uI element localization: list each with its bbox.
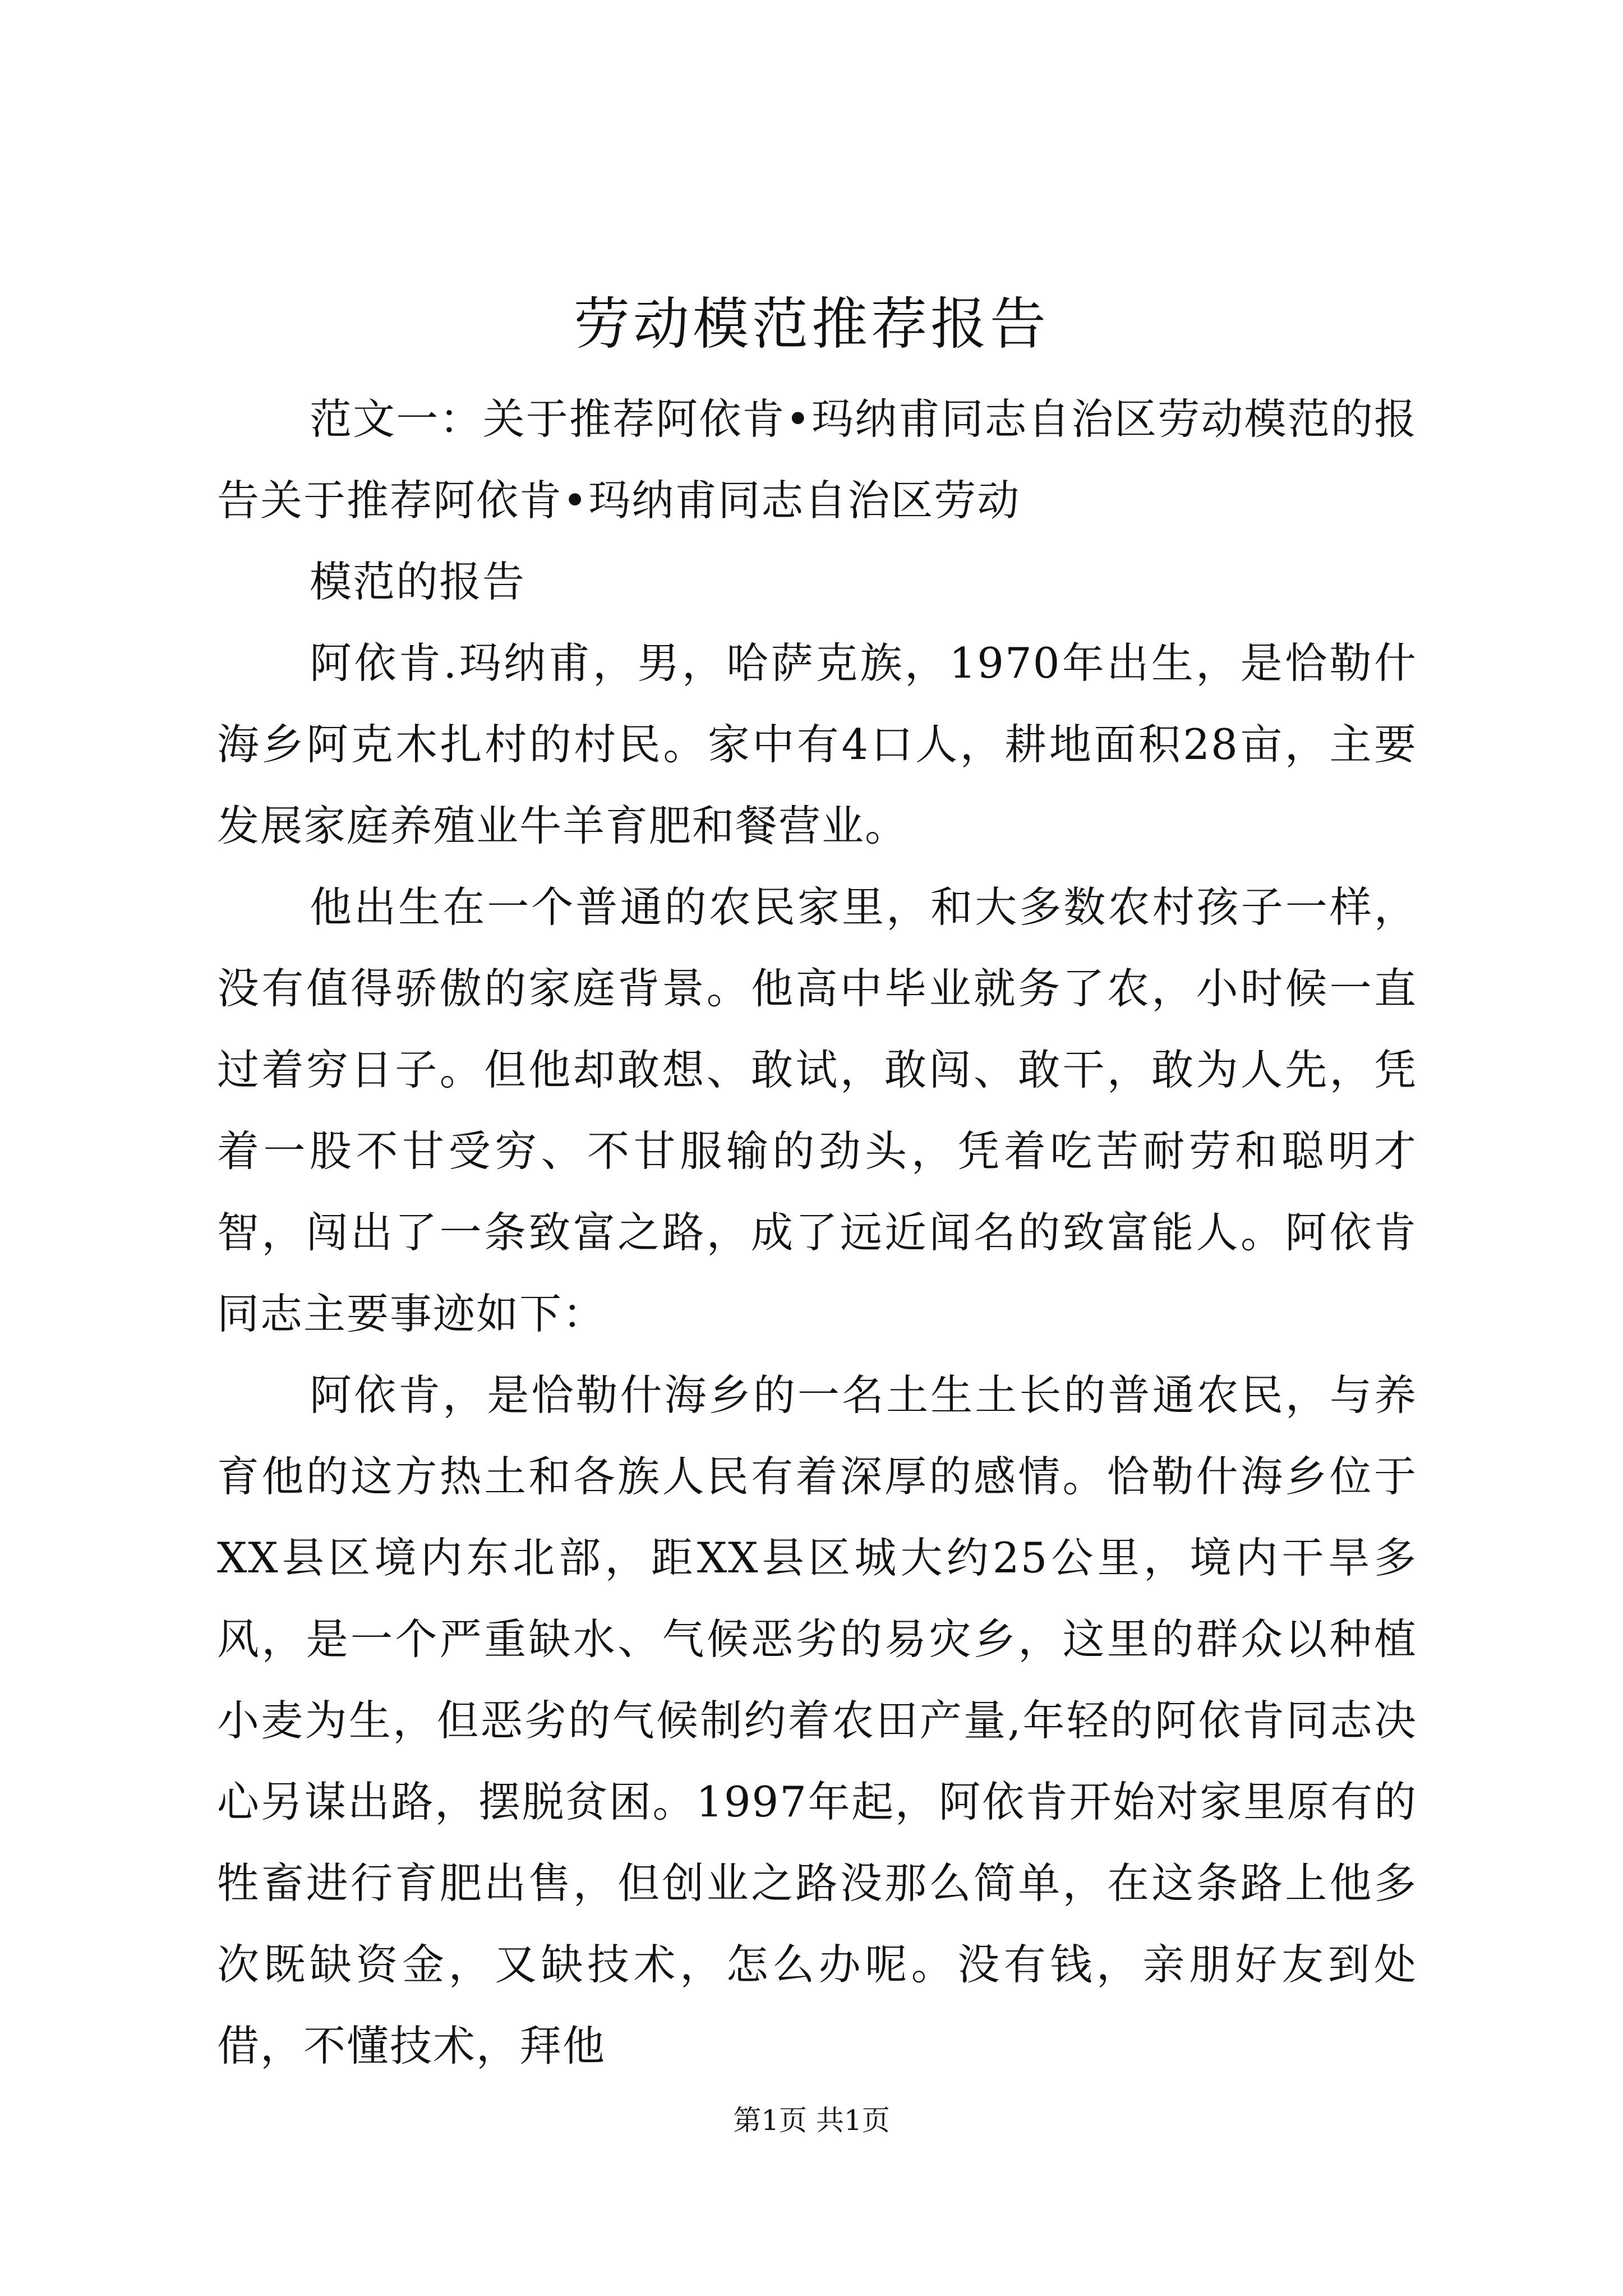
paragraph-profile: 阿依肯.玛纳甫，男，哈萨克族，1970年出生，是恰勒什海乡阿克木扎村的村民。家中有4口人，耕地面积28亩，主要发展家庭养殖业牛羊育肥和餐营业。 [217,638,1417,850]
document-body [217,379,1417,2087]
page-number-footer: 第1页 共1页 [733,2104,890,2137]
document-title: 劳动模范推荐报告 [574,291,1049,357]
paragraph-background: 他出生在一个普通的农民家里，和大多数农村孩子一样，没有值得骄傲的家庭背景。他高中毕业就务了农，小时候一直过着穷日子。但他却敢想、敢试，敢闯、敢干，敢为人先，凭着一股不甘受穷、不甘服输的劲头，凭着吃苦耐劳和聪明才智，闯出了一条致富之路，成了远近闻名的致富能人。阿依肯同志主要事迹如下： [217,882,1417,1338]
paragraph-subtitle: 模范的报告 [310,557,526,606]
paragraph-deeds: 阿依肯，是恰勒什海乡的一名土生土长的普通农民，与养育他的这方热土和各族人民有着深厚的感情。恰勒什海乡位于XX县区境内东北部，距XX县区城大约25公里，境内干旱多风，是一个严重缺水、气候恶劣的易灾乡，这里的群众以种植小麦为生，但恶劣的气候制约着农田产量,年轻的阿依肯同志决心另谋出路，摆脱贫困。1997年起，阿依肯开始对家里原有的牲畜进行育肥出售，但创业之路没那么简单，在这条路上他多次既缺资金，又缺技术，怎么办呢。没有钱，亲朋好友到处借，不懂技术，拜他 [217,1370,1417,2070]
paragraph-intro: 范文一：关于推荐阿依肯•玛纳甫同志自治区劳动模范的报告关于推荐阿依肯•玛纳甫同志自治区劳动 [217,394,1417,525]
